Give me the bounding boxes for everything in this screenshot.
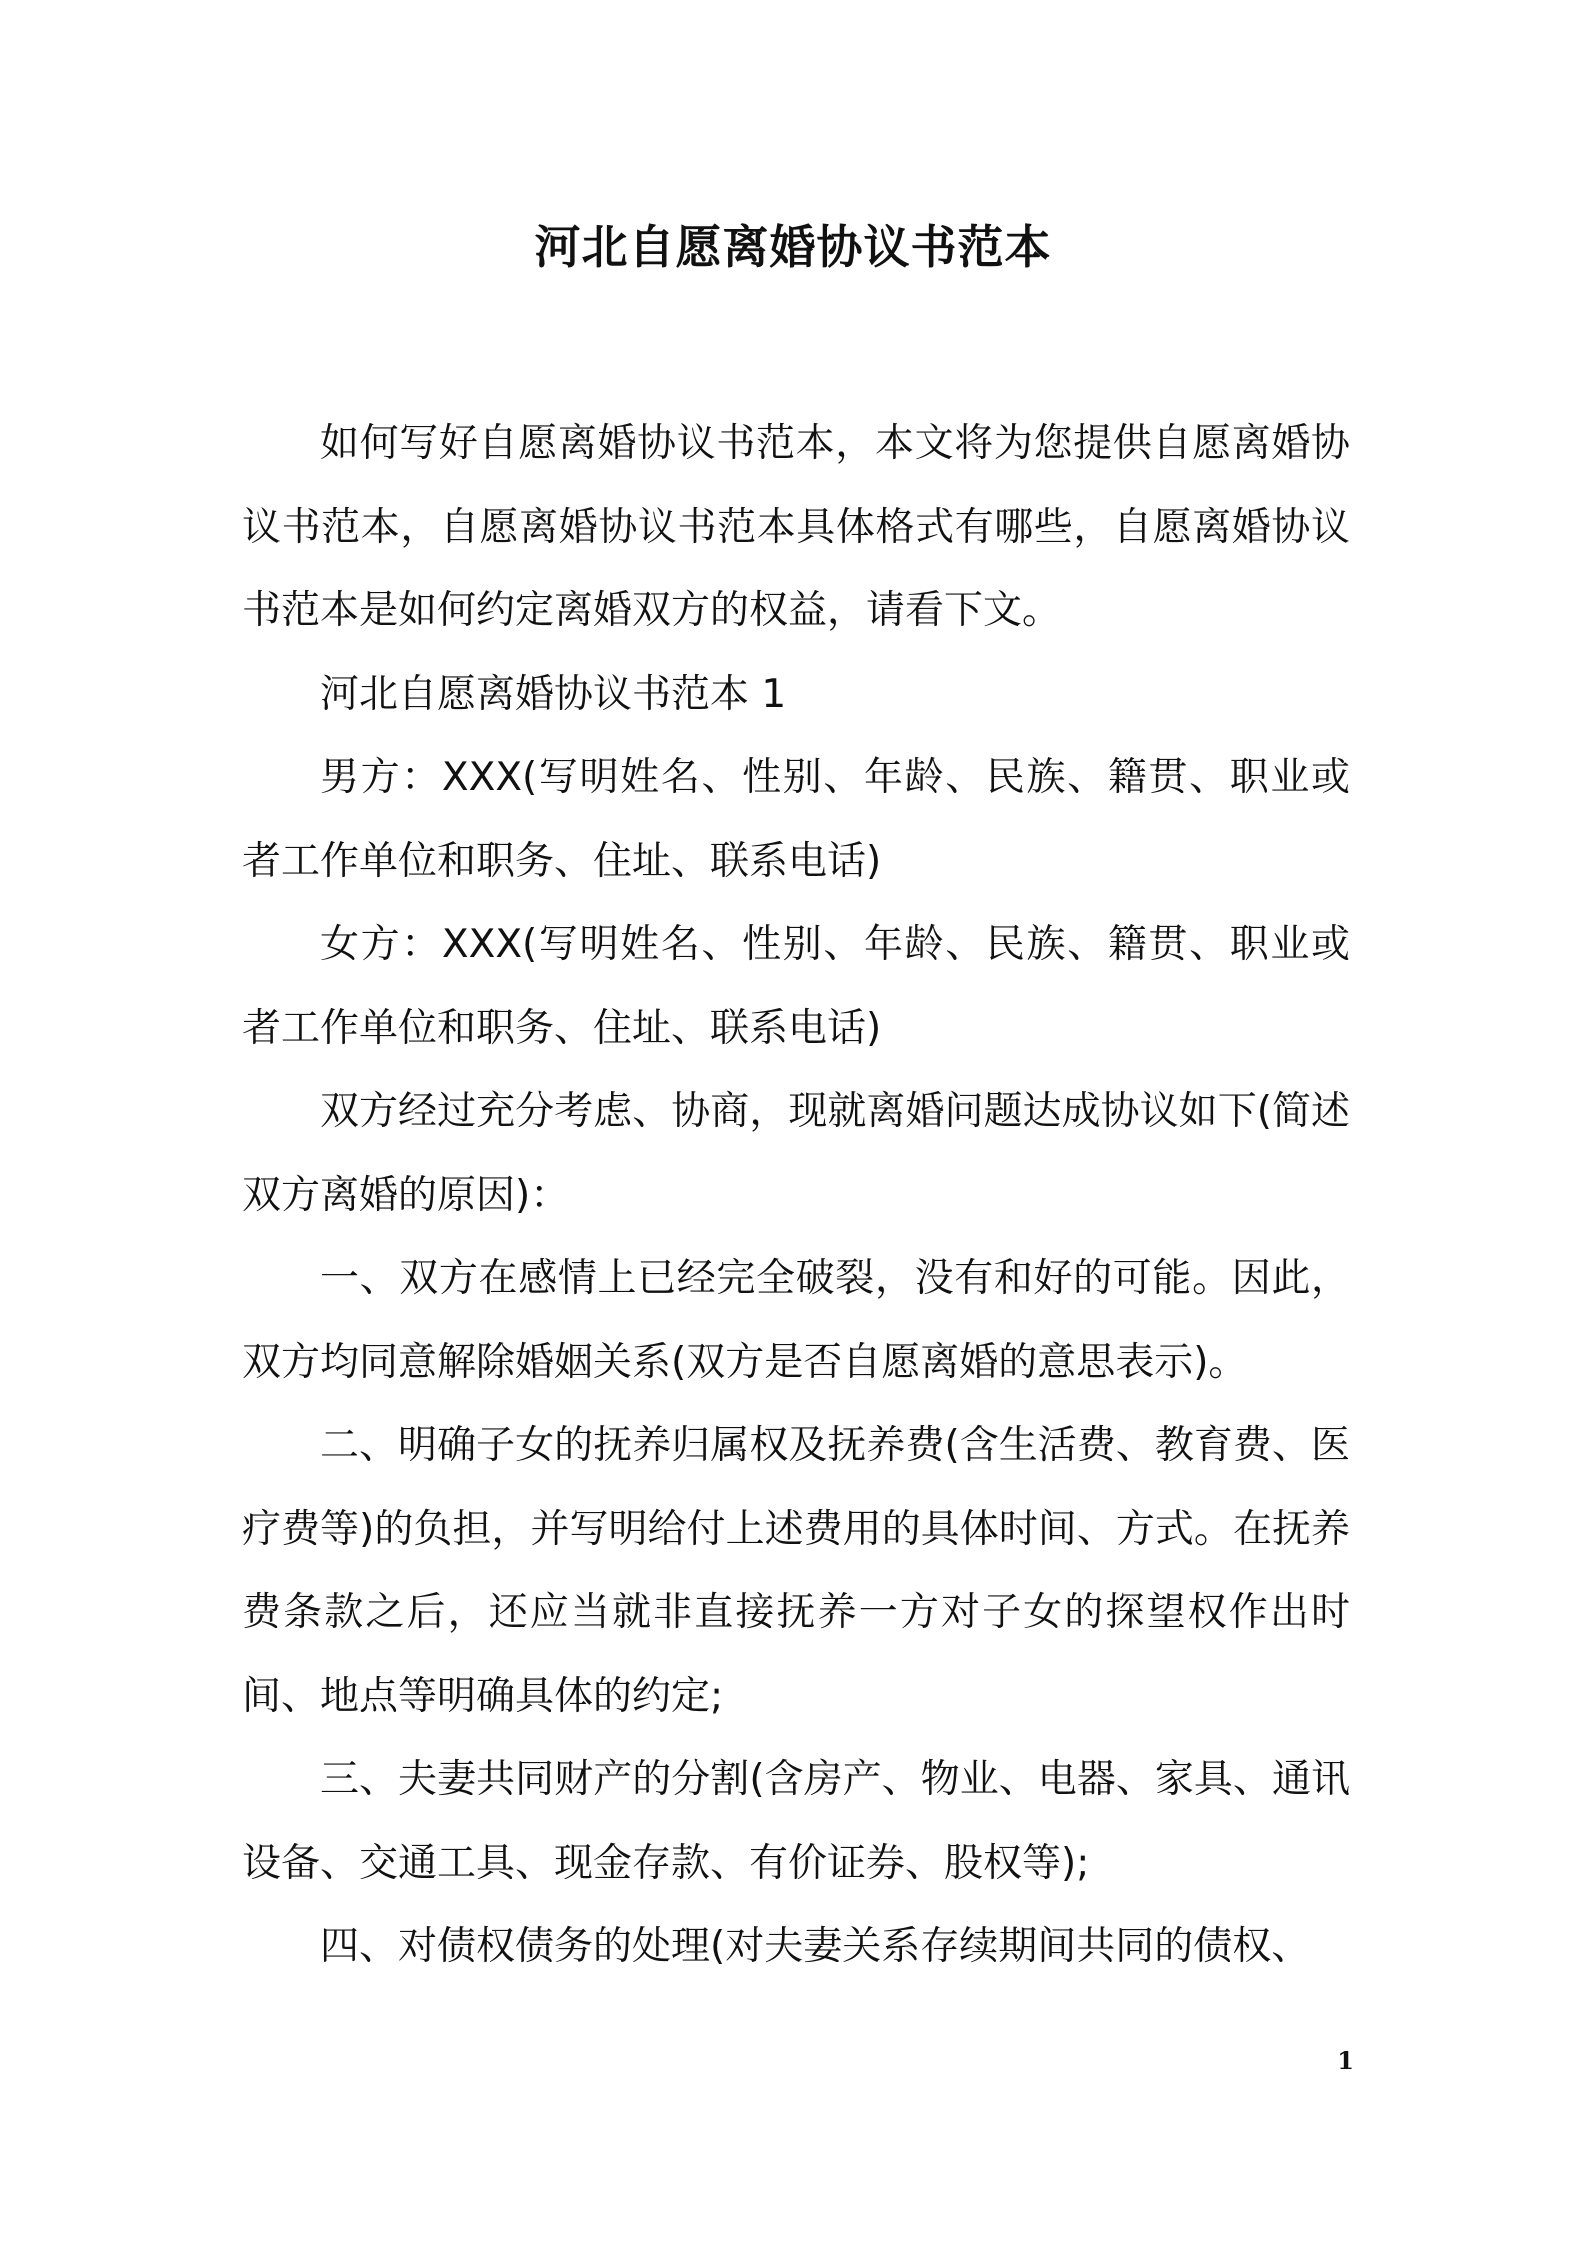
male-party-paragraph: 男方：XXX(写明姓名、性别、年龄、民族、籍贯、职业或者工作单位和职务、住址、联系电话) [242,755,1350,884]
sample-heading: 河北自愿离婚协议书范本 1 [320,671,787,717]
clause-four-paragraph: 四、对债权债务的处理(对夫妻关系存续期间共同的债权、 [320,1924,1311,1969]
clause-two-paragraph: 二、明确子女的抚养归属权及抚养费(含生活费、教育费、医疗费等)的负担，并写明给付上述费用的具体时间、方式。在抚养费条款之后，还应当就非直接抚养一方对子女的探望权作出时间、地点等明确具体的约定; [242,1423,1350,1719]
clause-three-paragraph: 三、夫妻共同财产的分割(含房产、物业、电器、家具、通讯设备、交通工具、现金存款、有价证券、股权等); [242,1757,1350,1886]
page-title: 河北自愿离婚协议书范本 [534,220,1052,274]
agreement-intro-paragraph: 双方经过充分考虑、协商，现就离婚问题达成协议如下(简述双方离婚的原因)： [242,1089,1350,1218]
intro-paragraph: 如何写好自愿离婚协议书范本，本文将为您提供自愿离婚协议书范本，自愿离婚协议书范本具体格式有哪些，自愿离婚协议书范本是如何约定离婚双方的权益，请看下文。 [242,421,1350,633]
page-number: 1 [1337,2046,1354,2075]
clause-one-paragraph: 一、双方在感情上已经完全破裂，没有和好的可能。因此，双方均同意解除婚姻关系(双方是否自愿离婚的意思表示)。 [242,1256,1350,1385]
female-party-paragraph: 女方：XXX(写明姓名、性别、年龄、民族、籍贯、职业或者工作单位和职务、住址、联系电话) [242,922,1350,1051]
document-body [242,402,1350,1989]
